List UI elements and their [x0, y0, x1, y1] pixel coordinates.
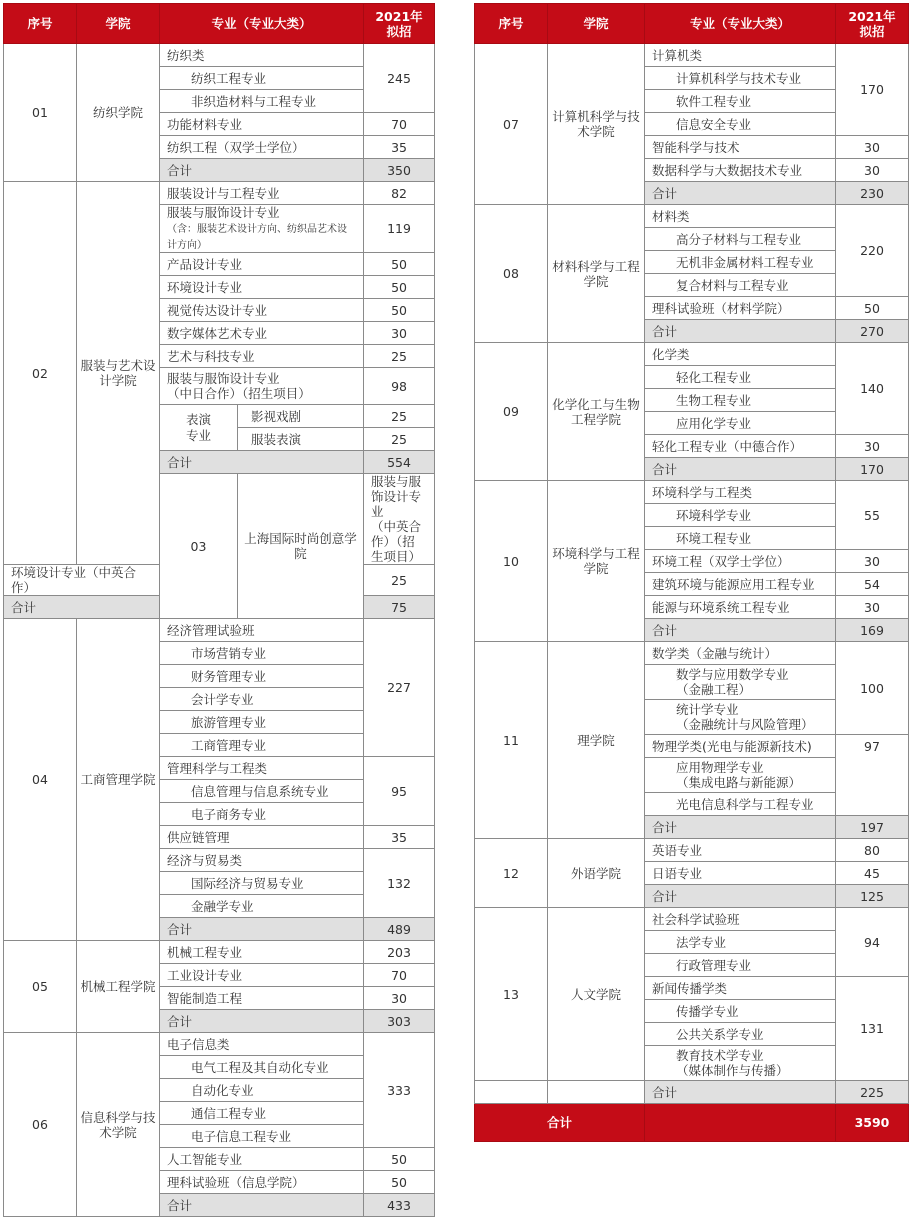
major-item: 公共关系学专业 — [645, 1023, 836, 1046]
major-item: 自动化专业 — [160, 1079, 364, 1102]
major-item: 应用物理学专业 （集成电路与新能源） — [645, 758, 836, 793]
plan-count: 97 — [836, 735, 909, 816]
college-no: 10 — [475, 481, 548, 642]
major-category: 新闻传播学类 — [645, 977, 836, 1000]
plan-count: 220 — [836, 205, 909, 297]
major-item: 环境工程（双学士学位） — [645, 550, 836, 573]
college-name: 工商管理学院 — [77, 619, 160, 941]
grand-total-label: 合计 — [475, 1104, 645, 1142]
plan-count: 333 — [364, 1033, 435, 1148]
college-no: 08 — [475, 205, 548, 343]
major-item: 会计学专业 — [160, 688, 364, 711]
college-no: 04 — [4, 619, 77, 941]
major-category: 化学类 — [645, 343, 836, 366]
grand-total-blank — [645, 1104, 836, 1142]
major-item: 信息安全专业 — [645, 113, 836, 136]
college-name: 环境科学与工程学院 — [548, 481, 645, 642]
plan-count: 95 — [364, 757, 435, 826]
subtotal-label: 合计 — [645, 458, 836, 481]
plan-count: 54 — [836, 573, 909, 596]
plan-count: 30 — [836, 550, 909, 573]
subtotal-label: 合计 — [160, 1194, 364, 1217]
subtotal-label: 合计 — [645, 1081, 836, 1104]
plan-count: 25 — [364, 345, 435, 368]
major-category: 管理科学与工程类 — [160, 757, 364, 780]
right-header-row — [475, 4, 909, 44]
major-item: 国际经济与贸易专业 — [160, 872, 364, 895]
subtotal-value: 433 — [364, 1194, 435, 1217]
subtotal-label: 合计 — [645, 885, 836, 908]
major-item: 环境工程专业 — [645, 527, 836, 550]
blank-cell — [548, 1081, 645, 1104]
subtotal-value: 75 — [364, 596, 435, 619]
major-item: 纺织工程（双学士学位） — [160, 136, 364, 159]
header-major: 专业（专业大类） — [160, 4, 364, 44]
major-item: 无机非金属材料工程专业 — [645, 251, 836, 274]
plan-count: 25 — [364, 565, 435, 596]
left-header-row — [4, 4, 435, 44]
header-college: 学院 — [548, 4, 645, 44]
blank-cell — [475, 1081, 548, 1104]
major-item: 艺术与科技专业 — [160, 345, 364, 368]
college-name: 上海国际时尚创意学院 — [238, 474, 364, 619]
subtotal-label: 合计 — [160, 159, 364, 182]
major-item: 产品设计专业 — [160, 253, 364, 276]
college-no: 09 — [475, 343, 548, 481]
college-no: 11 — [475, 642, 548, 839]
major-item: 电气工程及其自动化专业 — [160, 1056, 364, 1079]
major-category: 经济与贸易类 — [160, 849, 364, 872]
major-item: 纺织工程专业 — [160, 67, 364, 90]
plan-count: 45 — [836, 862, 909, 885]
major-item: 财务管理专业 — [160, 665, 364, 688]
plan-count: 100 — [836, 642, 909, 735]
subtotal-value: 170 — [836, 458, 909, 481]
major-item: 智能科学与技术 — [645, 136, 836, 159]
plan-count: 30 — [364, 987, 435, 1010]
plan-count: 132 — [364, 849, 435, 918]
subtotal-label: 合计 — [160, 1010, 364, 1033]
college-no: 05 — [4, 941, 77, 1033]
header-no: 序号 — [475, 4, 548, 44]
subtotal-value: 350 — [364, 159, 435, 182]
major-category: 电子信息类 — [160, 1033, 364, 1056]
major-item: 软件工程专业 — [645, 90, 836, 113]
college-no: 13 — [475, 908, 548, 1081]
subtotal-label: 合计 — [645, 182, 836, 205]
college-no: 06 — [4, 1033, 77, 1217]
header-major: 专业（专业大类） — [645, 4, 836, 44]
major-item: 环境设计专业（中英合作） — [4, 565, 160, 596]
subtotal-label: 合计 — [645, 816, 836, 839]
plan-count: 50 — [364, 253, 435, 276]
major-item: 生物工程专业 — [645, 389, 836, 412]
plan-count: 30 — [836, 159, 909, 182]
subtotal-value: 303 — [364, 1010, 435, 1033]
major-item: 电子信息工程专业 — [160, 1125, 364, 1148]
subtotal-value: 125 — [836, 885, 909, 908]
subtotal-value: 554 — [364, 451, 435, 474]
major-item: 通信工程专业 — [160, 1102, 364, 1125]
major-item: 工业设计专业 — [160, 964, 364, 987]
plan-count: 98 — [364, 368, 435, 405]
plan-count: 50 — [364, 1171, 435, 1194]
subtotal-label: 合计 — [4, 596, 160, 619]
plan-count: 30 — [836, 596, 909, 619]
subtotal-label: 合计 — [645, 320, 836, 343]
major-item: 视觉传达设计专业 — [160, 299, 364, 322]
right-table — [474, 3, 909, 1142]
major-item: 服装表演 — [238, 428, 364, 451]
plan-count: 30 — [836, 435, 909, 458]
plan-count: 55 — [836, 481, 909, 550]
major-item: 轻化工程专业（中德合作） — [645, 435, 836, 458]
plan-count: 131 — [836, 977, 909, 1081]
college-name: 化学化工与生物工程学院 — [548, 343, 645, 481]
plan-count: 25 — [364, 428, 435, 451]
subtotal-value: 197 — [836, 816, 909, 839]
major-category: 材料类 — [645, 205, 836, 228]
college-name: 材料科学与工程学院 — [548, 205, 645, 343]
perf-category: 表演专业 — [160, 405, 238, 451]
plan-count: 82 — [364, 182, 435, 205]
major-item: 传播学专业 — [645, 1000, 836, 1023]
plan-count: 25 — [364, 405, 435, 428]
subtotal-label: 合计 — [645, 619, 836, 642]
plan-count: 30 — [836, 136, 909, 159]
major-item: 非织造材料与工程专业 — [160, 90, 364, 113]
major-item: 轻化工程专业 — [645, 366, 836, 389]
major-item: 功能材料专业 — [160, 113, 364, 136]
header-plan: 2021年 拟招 — [364, 4, 435, 44]
major-item: 智能制造工程 — [160, 987, 364, 1010]
header-no: 序号 — [4, 4, 77, 44]
major-item: 理科试验班（材料学院） — [645, 297, 836, 320]
header-plan: 2021年 拟招 — [836, 4, 909, 44]
college-no: 12 — [475, 839, 548, 908]
major-item: 影视戏剧 — [238, 405, 364, 428]
grand-total-value: 3590 — [836, 1104, 909, 1142]
college-no: 01 — [4, 44, 77, 182]
major-note: （含：服装艺术设计方向、纺织品艺术设计方向） — [167, 224, 347, 251]
major-item: 工商管理专业 — [160, 734, 364, 757]
college-no: 02 — [4, 182, 77, 565]
grand-total-row — [475, 1104, 909, 1142]
plan-count: 140 — [836, 343, 909, 435]
major-item: 机械工程专业 — [160, 941, 364, 964]
subtotal-label: 合计 — [160, 918, 364, 941]
plan-count: 35 — [364, 826, 435, 849]
major-item: 计算机科学与技术专业 — [645, 67, 836, 90]
major-item: 环境科学专业 — [645, 504, 836, 527]
plan-count: 50 — [836, 297, 909, 320]
major-category: 计算机类 — [645, 44, 836, 67]
major-item: 电子商务专业 — [160, 803, 364, 826]
major-item: 市场营销专业 — [160, 642, 364, 665]
major-item: 日语专业 — [645, 862, 836, 885]
major-item: 数据科学与大数据技术专业 — [645, 159, 836, 182]
major-item: 旅游管理专业 — [160, 711, 364, 734]
plan-count: 50 — [364, 299, 435, 322]
college-name: 人文学院 — [548, 908, 645, 1081]
major-category: 纺织类 — [160, 44, 364, 67]
major-item: 环境设计专业 — [160, 276, 364, 299]
major-item: 应用化学专业 — [645, 412, 836, 435]
subtotal-value: 270 — [836, 320, 909, 343]
major-item: 服装与服饰设计专业 （中日合作）（招生项目） — [160, 368, 364, 405]
plan-count: 30 — [364, 322, 435, 345]
major-item: 英语专业 — [645, 839, 836, 862]
subtotal-value: 230 — [836, 182, 909, 205]
plan-count: 35 — [364, 136, 435, 159]
major-item: 金融学专业 — [160, 895, 364, 918]
major-item: 服装设计与工程专业 — [160, 182, 364, 205]
college-no: 03 — [160, 474, 238, 619]
college-name: 外语学院 — [548, 839, 645, 908]
major-category: 社会科学试验班 — [645, 908, 836, 931]
major-item: 服装与服饰设计专业 （中英合作）（招生项目） — [364, 474, 435, 565]
major-item: 法学专业 — [645, 931, 836, 954]
major-item-with-note: 服装与服饰设计专业 （含：服装艺术设计方向、纺织品艺术设计方向） — [160, 205, 364, 253]
major-item: 人工智能专业 — [160, 1148, 364, 1171]
major-category: 环境科学与工程类 — [645, 481, 836, 504]
major-category: 数学类（金融与统计） — [645, 642, 836, 665]
major-item: 供应链管理 — [160, 826, 364, 849]
left-table — [3, 3, 435, 1217]
plan-count: 245 — [364, 44, 435, 113]
major-item: 理科试验班（信息学院） — [160, 1171, 364, 1194]
plan-count: 70 — [364, 113, 435, 136]
major-item: 教育技术学专业 （媒体制作与传播） — [645, 1046, 836, 1081]
major-category: 经济管理试验班 — [160, 619, 364, 642]
major-item: 统计学专业 （金融统计与风险管理） — [645, 700, 836, 735]
subtotal-value: 225 — [836, 1081, 909, 1104]
subtotal-value: 489 — [364, 918, 435, 941]
college-name: 机械工程学院 — [77, 941, 160, 1033]
major-item: 行政管理专业 — [645, 954, 836, 977]
plan-count: 50 — [364, 1148, 435, 1171]
college-name: 理学院 — [548, 642, 645, 839]
college-name: 计算机科学与技术学院 — [548, 44, 645, 205]
subtotal-label: 合计 — [160, 451, 364, 474]
plan-count: 227 — [364, 619, 435, 757]
college-name: 信息科学与技术学院 — [77, 1033, 160, 1217]
major-item: 建筑环境与能源应用工程专业 — [645, 573, 836, 596]
plan-count: 94 — [836, 908, 909, 977]
college-no: 07 — [475, 44, 548, 205]
major-item: 数学与应用数学专业 （金融工程） — [645, 665, 836, 700]
major-item: 数字媒体艺术专业 — [160, 322, 364, 345]
major-category: 物理学类(光电与能源新技术) — [645, 735, 836, 758]
major-item: 信息管理与信息系统专业 — [160, 780, 364, 803]
major-item: 高分子材料与工程专业 — [645, 228, 836, 251]
college-name: 纺织学院 — [77, 44, 160, 182]
plan-count: 70 — [364, 964, 435, 987]
header-college: 学院 — [77, 4, 160, 44]
major-item: 复合材料与工程专业 — [645, 274, 836, 297]
plan-count: 80 — [836, 839, 909, 862]
plan-count: 119 — [364, 205, 435, 253]
plan-count: 50 — [364, 276, 435, 299]
plan-count: 203 — [364, 941, 435, 964]
college-name: 服装与艺术设计学院 — [77, 182, 160, 565]
major-item: 光电信息科学与工程专业 — [645, 793, 836, 816]
plan-count: 170 — [836, 44, 909, 136]
subtotal-value: 169 — [836, 619, 909, 642]
major-item: 能源与环境系统工程专业 — [645, 596, 836, 619]
